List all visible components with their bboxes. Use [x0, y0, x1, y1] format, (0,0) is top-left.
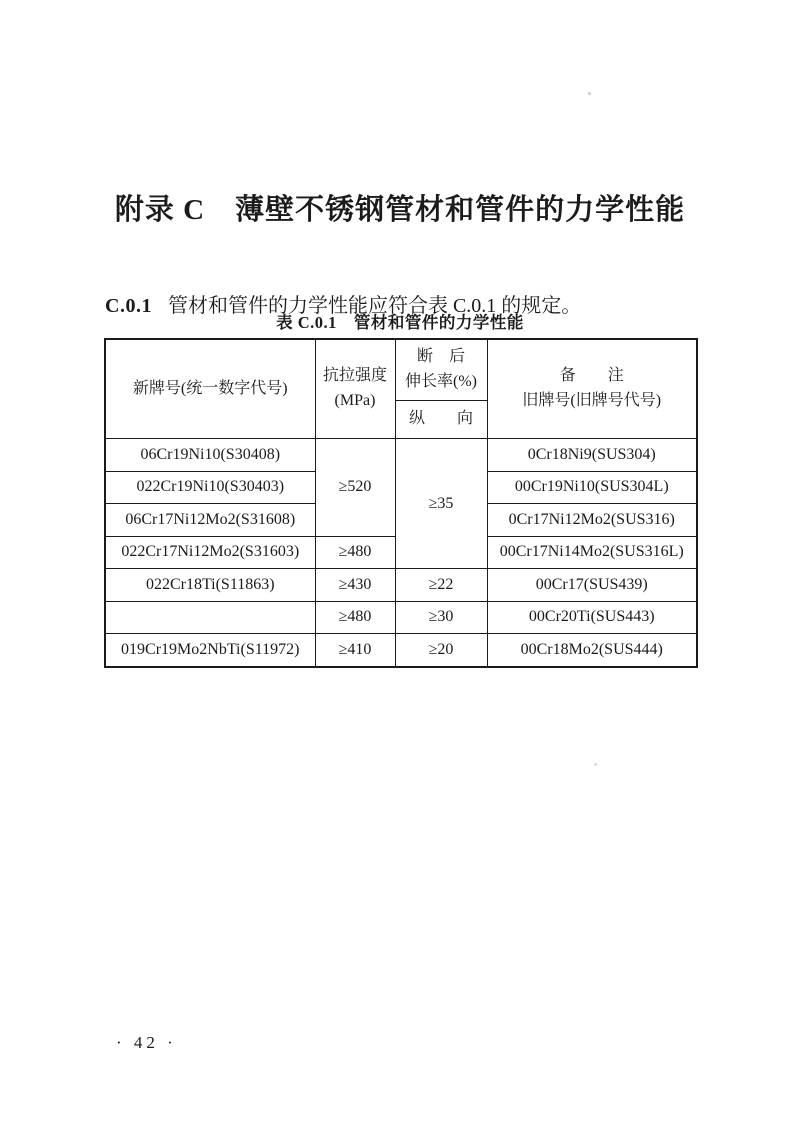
table-row [105, 439, 697, 472]
table-row [105, 569, 697, 602]
table-caption: 表 C.0.1 管材和管件的力学性能 [276, 313, 524, 332]
appendix-title: 附录 C 薄壁不锈钢管材和管件的力学性能 [114, 194, 686, 227]
header-remark [487, 339, 697, 439]
cell-elongation: ≥35 [395, 439, 487, 569]
header-elongation-line1: 断 后 [416, 348, 465, 366]
cell-old-grade: 00Cr18Mo2(SUS444) [487, 634, 697, 667]
cell-new-grade: 06Cr19Ni10(S30408) [105, 439, 315, 472]
clause-number: C.0.1 [105, 295, 152, 317]
header-new-grade: 新牌号(统一数字代号) [105, 339, 315, 439]
cell-tensile: ≥520 [315, 439, 395, 537]
header-remark-line1: 备 注 [559, 367, 624, 385]
cell-old-grade: 0Cr18Ni9(SUS304) [487, 439, 697, 472]
cell-new-grade: 019Cr19Mo2NbTi(S11972) [105, 634, 315, 667]
table-row [105, 634, 697, 667]
header-row-top [105, 339, 697, 401]
cell-elongation: ≥22 [395, 569, 487, 602]
cell-new-grade: 022Cr19Ni10(S30403) [105, 471, 315, 504]
cell-elongation: ≥30 [395, 601, 487, 634]
cell-elongation: ≥20 [395, 634, 487, 667]
header-tensile-line1: 抗拉强度 [322, 367, 387, 385]
page-number: · 42 · [116, 1033, 177, 1052]
scan-speck [588, 92, 591, 95]
cell-old-grade: 00Cr19Ni10(SUS304L) [487, 471, 697, 504]
scan-speck [594, 763, 597, 766]
cell-tensile: ≥480 [315, 536, 395, 569]
cell-tensile: ≥480 [315, 601, 395, 634]
header-elongation-line2: 伸长率(%) [405, 373, 477, 390]
mechanical-properties-table [104, 338, 698, 668]
cell-new-grade: 06Cr17Ni12Mo2(S31608) [105, 504, 315, 537]
header-elongation [395, 339, 487, 401]
cell-new-grade: 022Cr17Ni12Mo2(S31603) [105, 536, 315, 569]
cell-old-grade: 00Cr17Ni14Mo2(SUS316L) [487, 536, 697, 569]
table-row [105, 601, 697, 634]
clause-text: 管材和管件的力学性能应符合表 C.0.1 的规定。 [167, 295, 582, 317]
header-tensile-strength [315, 339, 395, 439]
cell-new-grade: 022Cr18Ti(S11863) [105, 569, 315, 602]
header-remark-line2: 旧牌号(旧牌号代号) [522, 392, 662, 409]
cell-tensile: ≥410 [315, 634, 395, 667]
cell-old-grade: 00Cr17(SUS439) [487, 569, 697, 602]
header-elongation-longitudinal: 纵 向 [395, 401, 487, 439]
cell-old-grade: 0Cr17Ni12Mo2(SUS316) [487, 504, 697, 537]
header-tensile-line2: (MPa) [334, 392, 376, 409]
cell-old-grade: 00Cr20Ti(SUS443) [487, 601, 697, 634]
cell-tensile: ≥430 [315, 569, 395, 602]
cell-new-grade-empty [105, 601, 315, 634]
